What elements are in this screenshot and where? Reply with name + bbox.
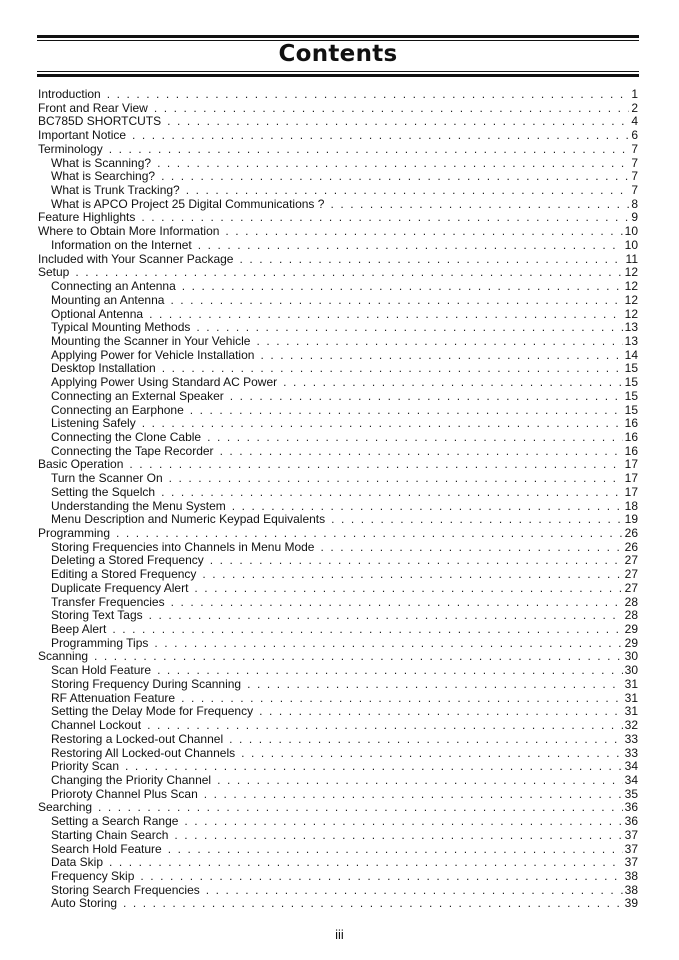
toc-entry-title: Restoring All Locked-out Channels — [51, 745, 236, 760]
toc-entry-page: 18 — [624, 498, 638, 513]
header-bottom-rule-thick — [37, 74, 639, 77]
toc-entry-page: 7 — [631, 155, 638, 170]
toc-dot-leader — [129, 458, 622, 472]
toc-dot-leader — [198, 239, 623, 253]
toc-entry-title: Programming Tips — [51, 635, 149, 650]
toc-entry-page: 31 — [624, 704, 638, 719]
toc-entry-page: 8 — [631, 196, 638, 211]
toc-subentry — [38, 664, 638, 678]
toc-entry-page: 28 — [624, 608, 638, 623]
toc-subentry — [38, 719, 638, 733]
toc-entry-title: Optional Antenna — [51, 306, 144, 321]
toc-entry-page: 10 — [624, 224, 638, 239]
toc-subentry — [38, 486, 638, 500]
toc-entry-title: Frequency Skip — [51, 868, 135, 883]
toc-entry-page: 11 — [625, 251, 638, 266]
toc-dot-leader — [112, 623, 622, 637]
toc-dot-leader — [181, 692, 623, 706]
toc-entry-title: What is Trunk Tracking? — [51, 183, 180, 198]
toc-dot-leader — [241, 747, 623, 761]
toc-entry-page: 12 — [624, 279, 638, 294]
toc-entry — [38, 266, 638, 280]
toc-entry-title: Channel Lockout — [51, 718, 142, 733]
toc-dot-leader — [229, 733, 623, 747]
toc-dot-leader — [225, 225, 622, 239]
toc-subentry — [38, 404, 638, 418]
toc-subentry — [38, 390, 638, 404]
toc-subentry — [38, 541, 638, 555]
toc-entry — [38, 527, 638, 541]
toc-entry-title: What is Searching? — [51, 169, 156, 184]
page-title: Contents — [278, 41, 398, 67]
toc-entry-page: 37 — [624, 841, 638, 856]
toc-entry-page: 13 — [624, 333, 638, 348]
toc-entry-page: 13 — [624, 320, 638, 335]
contents-header — [37, 35, 639, 77]
toc-entry-title: Applying Power for Vehicle Installation — [51, 347, 255, 362]
toc-subentry — [38, 554, 638, 568]
toc-subentry — [38, 170, 638, 184]
toc-entry-title: Prioroty Channel Plus Scan — [51, 786, 198, 801]
toc-dot-leader — [259, 705, 623, 719]
toc-subentry — [38, 417, 638, 431]
toc-entry-title: Searching — [38, 800, 93, 815]
toc-entry-page: 15 — [624, 402, 638, 417]
page-number: iii — [335, 927, 344, 942]
toc-entry-title: Data Skip — [51, 855, 104, 870]
toc-entry — [38, 225, 638, 239]
toc-entry — [38, 253, 638, 267]
toc-entry-page: 15 — [624, 388, 638, 403]
toc-dot-leader — [98, 801, 623, 815]
toc-entry-title: Mounting the Scanner in Your Vehicle — [51, 333, 251, 348]
toc-entry-page: 7 — [631, 169, 638, 184]
toc-dot-leader — [169, 472, 623, 486]
toc-entry-page: 35 — [624, 786, 638, 801]
toc-entry — [38, 129, 638, 143]
toc-subentry — [38, 733, 638, 747]
toc-entry-title: Storing Text Tags — [51, 608, 143, 623]
toc-dot-leader — [125, 760, 623, 774]
toc-entry-title: Beep Alert — [51, 622, 107, 637]
toc-entry-title: Transfer Frequencies — [51, 594, 165, 609]
toc-entry-page: 39 — [624, 896, 638, 911]
toc-dot-leader — [154, 637, 622, 651]
toc-dot-leader — [171, 596, 623, 610]
toc-subentry — [38, 157, 638, 171]
toc-entry-title: Menu Description and Numeric Keypad Equivalents — [51, 512, 326, 527]
toc-subentry — [38, 788, 638, 802]
toc-subentry — [38, 431, 638, 445]
toc-dot-leader — [167, 115, 629, 129]
toc-subentry — [38, 500, 638, 514]
toc-entry-title: Mounting an Antenna — [51, 292, 165, 307]
toc-subentry — [38, 472, 638, 486]
toc-dot-leader — [157, 664, 623, 678]
toc-dot-leader — [168, 843, 623, 857]
toc-subentry — [38, 335, 638, 349]
toc-entry-title: Storing Search Frequencies — [51, 882, 200, 897]
toc-entry — [38, 102, 638, 116]
toc-dot-leader — [149, 609, 623, 623]
toc-entry — [38, 650, 638, 664]
toc-dot-leader — [75, 266, 622, 280]
toc-entry-title: Important Notice — [38, 128, 127, 143]
toc-entry-page: 30 — [624, 663, 638, 678]
toc-dot-leader — [162, 362, 623, 376]
header-top-rule-thick — [37, 35, 639, 38]
toc-subentry — [38, 774, 638, 788]
toc-subentry — [38, 829, 638, 843]
toc-dot-leader — [210, 554, 623, 568]
toc-dot-leader — [154, 102, 629, 116]
toc-subentry — [38, 870, 638, 884]
toc-entry-page: 31 — [624, 676, 638, 691]
toc-dot-leader — [142, 417, 623, 431]
toc-entry-page: 31 — [624, 690, 638, 705]
toc-entry-title: Typical Mounting Methods — [51, 320, 191, 335]
toc-entry-page: 12 — [624, 306, 638, 321]
toc-dot-leader — [132, 129, 629, 143]
toc-entry-title: Starting Chain Search — [51, 827, 169, 842]
toc-entry-page: 12 — [624, 265, 638, 280]
toc-entry-page: 34 — [624, 772, 638, 787]
header-bottom-rule-thin — [37, 71, 639, 72]
toc-dot-leader — [161, 170, 629, 184]
toc-subentry — [38, 280, 638, 294]
toc-entry-page: 17 — [624, 484, 638, 499]
toc-subentry — [38, 445, 638, 459]
toc-subentry — [38, 678, 638, 692]
toc-entry-title: RF Attenuation Feature — [51, 690, 176, 705]
toc-dot-leader — [140, 870, 622, 884]
toc-subentry — [38, 308, 638, 322]
toc-entry-page: 36 — [624, 800, 638, 815]
toc-entry-title: Feature Highlights — [38, 210, 136, 225]
toc-dot-leader — [123, 897, 623, 911]
toc-entry-page: 29 — [624, 622, 638, 637]
toc-entry-title: Setting the Squelch — [51, 484, 156, 499]
toc-entry-page: 32 — [624, 718, 638, 733]
toc-entry-title: Setting the Delay Mode for Frequency — [51, 704, 254, 719]
toc-subentry — [38, 568, 638, 582]
toc-entry-page: 14 — [624, 347, 638, 362]
toc-entry-page: 29 — [624, 635, 638, 650]
toc-entry-title: Search Hold Feature — [51, 841, 162, 856]
toc-dot-leader — [220, 445, 623, 459]
toc-entry — [38, 211, 638, 225]
toc-subentry — [38, 596, 638, 610]
toc-entry — [38, 88, 638, 102]
toc-dot-leader — [161, 486, 623, 500]
toc-dot-leader — [260, 349, 622, 363]
toc-subentry — [38, 513, 638, 527]
toc-entry-title: Connecting the Clone Cable — [51, 429, 202, 444]
toc-entry-page: 17 — [624, 457, 638, 472]
toc-dot-leader — [207, 431, 623, 445]
toc-entry-page: 19 — [624, 512, 638, 527]
toc-entry-page: 17 — [624, 471, 638, 486]
toc-subentry — [38, 582, 638, 596]
toc-dot-leader — [196, 321, 622, 335]
toc-entry-page: 15 — [624, 361, 638, 376]
toc-entry-title: Duplicate Frequency Alert — [51, 580, 189, 595]
toc-entry-title: Restoring a Locked-out Channel — [51, 731, 224, 746]
toc-entry-page: 16 — [624, 416, 638, 431]
toc-entry-title: Introduction — [38, 87, 101, 101]
toc-subentry — [38, 609, 638, 623]
toc-entry-title: Connecting an Antenna — [51, 279, 176, 294]
toc-entry-page: 30 — [624, 649, 638, 664]
toc-subentry — [38, 884, 638, 898]
toc-entry-title: Editing a Stored Frequency — [51, 567, 197, 582]
toc-subentry — [38, 705, 638, 719]
toc-entry-page: 38 — [624, 882, 638, 897]
toc-entry-title: Programming — [38, 526, 111, 540]
toc-dot-leader — [247, 678, 623, 692]
toc-dot-leader — [157, 157, 629, 171]
toc-dot-leader — [239, 253, 623, 267]
toc-entry-title: Where to Obtain More Information — [38, 224, 220, 239]
toc-dot-leader — [186, 184, 630, 198]
toc-subentry — [38, 897, 638, 911]
toc-entry-page: 33 — [624, 745, 638, 760]
toc-entry-title: Connecting an External Speaker — [51, 388, 224, 403]
toc-entry-title: Connecting the Tape Recorder — [51, 443, 214, 458]
toc-subentry — [38, 760, 638, 774]
toc-entry-page: 28 — [624, 594, 638, 609]
toc-entry-title: Priority Scan — [51, 759, 120, 774]
toc-dot-leader — [232, 500, 623, 514]
toc-entry-title: What is APCO Project 25 Digital Communications ? — [51, 196, 325, 211]
toc-entry-title: Storing Frequency During Scanning — [51, 676, 242, 691]
toc-entry-title: Front and Rear View — [38, 100, 148, 115]
toc-entry-page: 26 — [624, 526, 638, 540]
toc-entry-title: Listening Safely — [51, 416, 136, 431]
toc-subentry — [38, 239, 638, 253]
toc-entry-page: 16 — [624, 429, 638, 444]
toc-entry-title: Setting a Search Range — [51, 814, 179, 829]
toc-entry-page: 37 — [624, 855, 638, 870]
toc-entry-page: 27 — [624, 580, 638, 595]
toc-subentry — [38, 198, 638, 212]
toc-entry — [38, 458, 638, 472]
toc-entry-page: 26 — [624, 539, 638, 554]
toc-subentry — [38, 294, 638, 308]
toc-subentry — [38, 376, 638, 390]
toc-entry-title: Changing the Priority Channel — [51, 772, 212, 787]
toc-dot-leader — [217, 774, 623, 788]
toc-entry-page: 9 — [631, 210, 638, 225]
toc-dot-leader — [149, 308, 623, 322]
toc-entry-page: 37 — [624, 827, 638, 842]
toc-entry-title: Included with Your Scanner Package — [38, 251, 234, 266]
toc-entry-title: Applying Power Using Standard AC Power — [51, 375, 278, 390]
toc-subentry — [38, 747, 638, 761]
toc-entry-title: Terminology — [38, 141, 103, 156]
toc-entry — [38, 143, 638, 157]
table-of-contents — [38, 88, 638, 911]
toc-entry-title: Setup — [38, 265, 70, 280]
toc-subentry — [38, 856, 638, 870]
toc-dot-leader — [320, 541, 622, 555]
toc-dot-leader — [170, 294, 622, 308]
toc-dot-leader — [330, 198, 629, 212]
toc-entry-page: 27 — [624, 567, 638, 582]
toc-subentry — [38, 843, 638, 857]
toc-entry-page: 7 — [631, 183, 638, 198]
toc-dot-leader — [202, 568, 622, 582]
toc-entry-title: Basic Operation — [38, 457, 124, 472]
toc-dot-leader — [204, 788, 623, 802]
toc-entry-page: 38 — [624, 868, 638, 883]
toc-subentry — [38, 184, 638, 198]
toc-entry-title: Auto Storing — [51, 896, 118, 911]
toc-dot-leader — [109, 143, 630, 157]
toc-subentry — [38, 692, 638, 706]
toc-entry-page: 2 — [631, 100, 638, 115]
toc-dot-leader — [331, 513, 622, 527]
toc-dot-leader — [116, 527, 623, 541]
toc-dot-leader — [194, 582, 622, 596]
toc-dot-leader — [109, 856, 623, 870]
toc-dot-leader — [190, 404, 623, 418]
toc-entry-title: Scanning — [38, 649, 89, 664]
toc-entry-title: Understanding the Menu System — [51, 498, 226, 513]
toc-entry-title: Storing Frequencies into Channels in Menu Mode — [51, 539, 315, 554]
toc-subentry — [38, 815, 638, 829]
toc-dot-leader — [230, 390, 623, 404]
toc-entry — [38, 115, 638, 129]
toc-subentry — [38, 321, 638, 335]
toc-dot-leader — [107, 88, 630, 102]
toc-entry-title: Turn the Scanner On — [51, 471, 163, 486]
toc-subentry — [38, 349, 638, 363]
toc-subentry — [38, 623, 638, 637]
toc-dot-leader — [174, 829, 622, 843]
toc-dot-leader — [147, 719, 623, 733]
toc-entry-title: BC785D SHORTCUTS — [38, 114, 162, 129]
toc-entry-page: 7 — [631, 141, 638, 156]
toc-dot-leader — [283, 376, 623, 390]
toc-entry-page: 33 — [624, 731, 638, 746]
toc-dot-leader — [182, 280, 623, 294]
toc-entry-title: Scan Hold Feature — [51, 663, 152, 678]
toc-entry — [38, 801, 638, 815]
toc-entry-page: 27 — [624, 553, 638, 568]
toc-entry-page: 1 — [631, 87, 638, 101]
toc-dot-leader — [256, 335, 622, 349]
toc-entry-page: 36 — [624, 814, 638, 829]
toc-entry-title: Deleting a Stored Frequency — [51, 553, 204, 568]
toc-entry-page: 15 — [624, 375, 638, 390]
toc-dot-leader — [184, 815, 622, 829]
toc-entry-page: 4 — [631, 114, 638, 129]
toc-dot-leader — [206, 884, 623, 898]
toc-entry-title: What is Scanning? — [51, 155, 152, 170]
toc-entry-page: 16 — [624, 443, 638, 458]
toc-entry-page: 12 — [624, 292, 638, 307]
toc-entry-title: Connecting an Earphone — [51, 402, 184, 417]
toc-entry-page: 6 — [631, 128, 638, 143]
toc-entry-page: 34 — [624, 759, 638, 774]
toc-entry-title: Desktop Installation — [51, 361, 156, 376]
toc-entry-page: 10 — [624, 237, 638, 252]
toc-entry-title: Information on the Internet — [51, 237, 192, 252]
toc-subentry — [38, 637, 638, 651]
toc-dot-leader — [94, 650, 623, 664]
toc-subentry — [38, 362, 638, 376]
toc-dot-leader — [141, 211, 629, 225]
